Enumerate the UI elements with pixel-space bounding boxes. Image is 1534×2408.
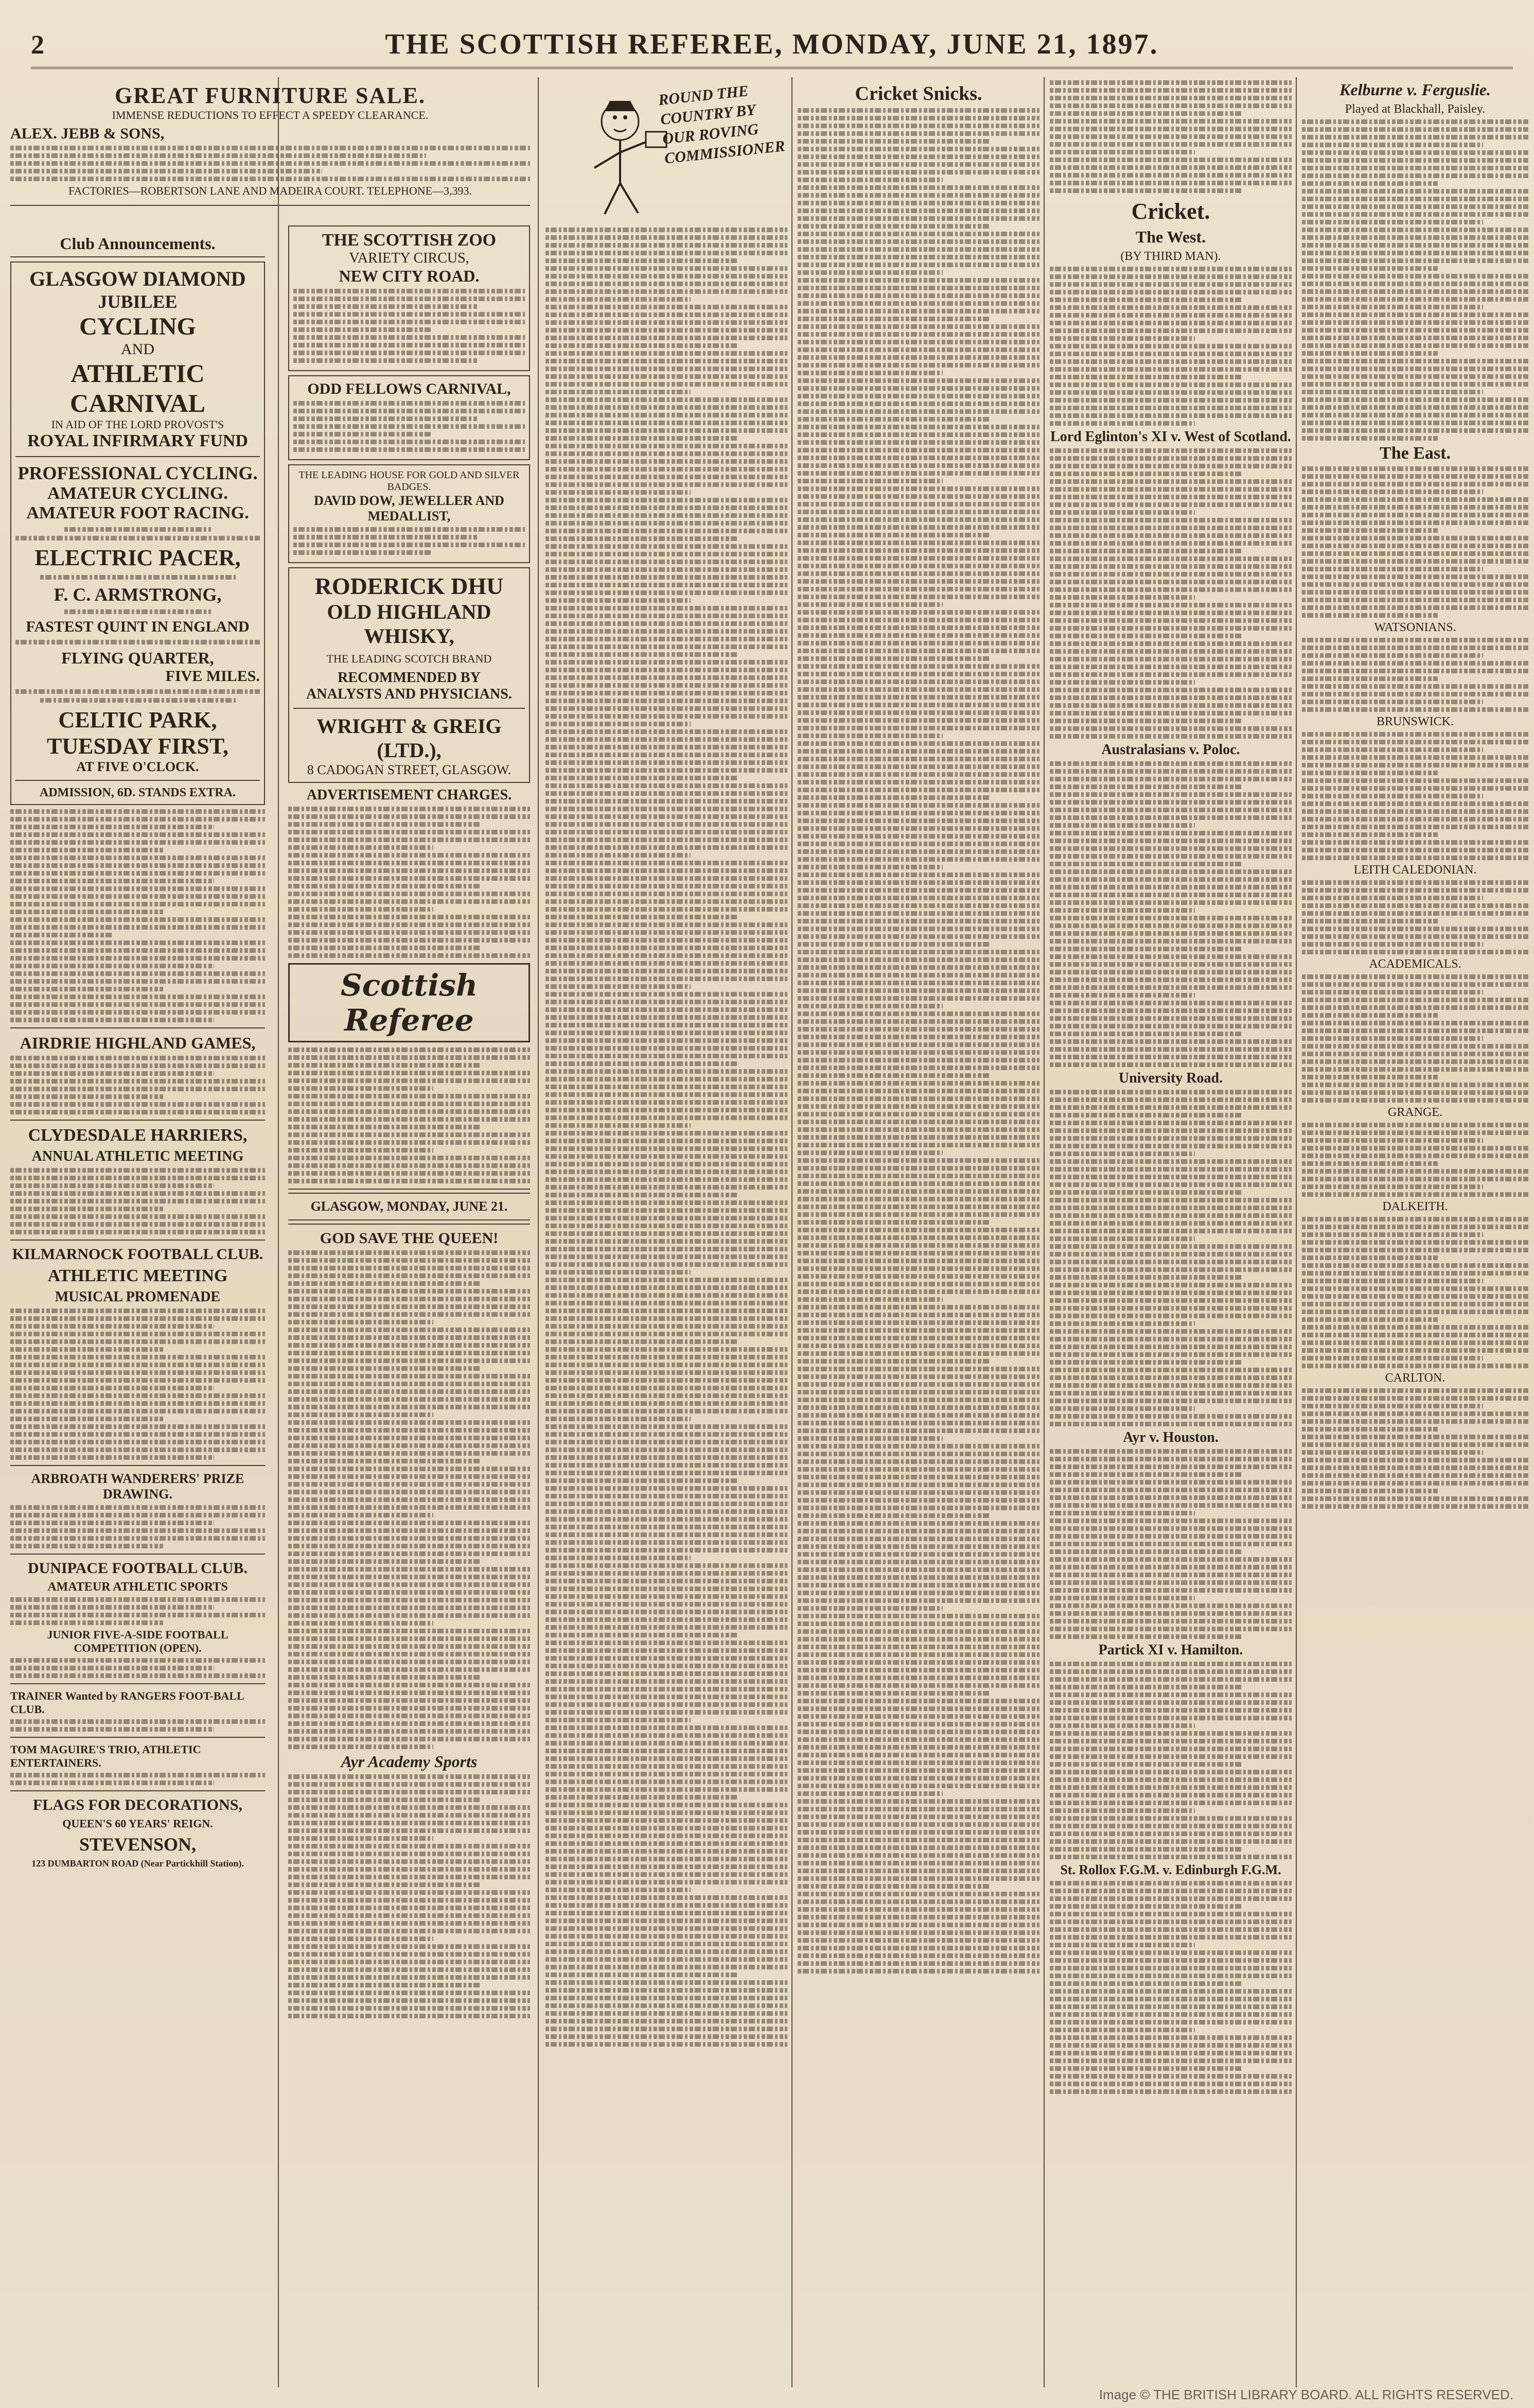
dunipace-sub: AMATEUR ATHLETIC SPORTS [47, 1580, 228, 1594]
column-rule [1296, 77, 1297, 2387]
masthead [31, 21, 1513, 69]
column-4 [798, 77, 1039, 2387]
trainer-ad: TRAINER Wanted by RANGERS FOOT-BALL CLUB. [10, 1689, 244, 1716]
adv-charges: ADVERTISEMENT CHARGES. [306, 787, 512, 803]
badges-ad [288, 464, 530, 563]
partick-heading: Partick XI v. Hamilton. [1098, 1642, 1243, 1658]
dalkeith-heading: DALKEITH. [1382, 1200, 1448, 1213]
annual-meeting: ANNUAL ATHLETIC MEETING [31, 1148, 244, 1164]
oddfellows-ad [288, 375, 530, 460]
watsonians-heading: WATSONIANS. [1374, 621, 1456, 634]
club-announcements-heading: Club Announcements. [10, 234, 265, 257]
carnival-fund: ROYAL INFIRMARY FUND [27, 431, 248, 450]
queens-reign: QUEEN'S 60 YEARS' REIGN. [62, 1817, 213, 1830]
dateline: GLASGOW, MONDAY, JUNE 21. [310, 1199, 508, 1214]
column-rule [538, 77, 539, 2387]
the-east-heading: The East. [1380, 444, 1451, 463]
at-five: AT FIVE O'CLOCK. [76, 759, 199, 774]
flying-quarter: FLYING QUARTER, [61, 649, 214, 667]
carnival-line: GLASGOW DIAMOND [29, 267, 246, 290]
airdrie-heading: AIRDRIE HIGHLAND GAMES, [20, 1034, 256, 1052]
column-2 [288, 221, 530, 2387]
carnival-line: CARNIVAL [69, 389, 205, 417]
stevenson: STEVENSON, [79, 1834, 197, 1855]
stevenson-address: 123 DUMBARTON ROAD (Near Partickhill Station). [31, 1858, 244, 1869]
amateur-foot: AMATEUR FOOT RACING. [26, 503, 249, 522]
tuesday-first: TUESDAY FIRST, [47, 734, 228, 759]
dunipace-heading: DUNIPACE FOOTBALL CLUB. [27, 1560, 248, 1577]
recommended: RECOMMENDED BY [338, 670, 481, 686]
kilmarnock-heading: KILMARNOCK FOOTBALL CLUB. [12, 1246, 263, 1263]
junior-five: JUNIOR FIVE-A-SIDE FOOTBALL COMPETITION (OPEN). [47, 1628, 228, 1654]
tom-maguire: TOM MAGUIRE'S TRIO, ATHLETIC ENTERTAINERS. [10, 1743, 201, 1769]
zoo-city: NEW CITY ROAD. [339, 267, 480, 285]
page-number: 2 [31, 30, 44, 60]
zoo-sub: VARIETY CIRCUS, [349, 250, 469, 266]
flags-heading: FLAGS FOR DECORATIONS, [33, 1796, 242, 1813]
carnival-line: JUBILEE [98, 291, 178, 312]
st-rollox-heading: St. Rollox F.G.M. v. Edinburgh F.G.M. [1060, 1862, 1281, 1877]
wright-address: 8 CADOGAN STREET, GLASGOW. [307, 762, 512, 777]
eglinton-heading: Lord Eglinton's XI v. West of Scotland. [1050, 429, 1291, 445]
byline: (BY THIRD MAN). [1120, 250, 1221, 263]
fastest-quint: FASTEST QUINT IN ENGLAND [26, 618, 250, 635]
carlton-heading: CARLTON. [1385, 1371, 1445, 1385]
ayr-houston-heading: Ayr v. Houston. [1123, 1429, 1219, 1445]
roderick-dhu: RODERICK DHU [314, 573, 504, 599]
column-5 [1050, 77, 1292, 2387]
cricket-heading: Cricket. [1131, 199, 1210, 224]
athletic-meeting: ATHLETIC MEETING [47, 1266, 228, 1285]
ayr-sports-heading: Ayr Academy Sports [341, 1752, 478, 1771]
column-rule [791, 77, 792, 2387]
furniture-ad [10, 77, 530, 206]
the-west-heading: The West. [1135, 228, 1206, 246]
grange-heading: GRANGE. [1388, 1106, 1442, 1119]
column-rule [1044, 77, 1045, 2387]
leith-heading: LEITH CALEDONIAN. [1353, 863, 1477, 877]
column-rule [278, 77, 279, 2387]
furniture-factory: FACTORIES—ROBERTSON LANE AND MADEIRA COURT. TELEPHONE—3,393. [68, 184, 472, 197]
kelburne-heading: Kelburne v. Ferguslie. [1339, 80, 1491, 99]
australasians-heading: Australasians v. Poloc. [1101, 742, 1240, 758]
kelburne-sub: Played at Blackhall, Paisley. [1345, 102, 1486, 116]
carnival-line: AND [121, 341, 154, 358]
carnival-sub: IN AID OF THE LORD PROVOST'S [51, 418, 224, 431]
clydesdale-heading: CLYDESDALE HARRIERS, [28, 1126, 248, 1145]
carnival-line: CYCLING [79, 313, 196, 340]
round-the-country-illustration [574, 80, 786, 224]
david-dow: DAVID DOW, JEWELLER AND MEDALLIST, [314, 493, 504, 524]
carnival-ad [10, 261, 265, 805]
cricket-snicks-heading: Cricket Snicks. [855, 83, 982, 104]
old-highland: OLD HIGHLAND WHISKY, [327, 600, 491, 648]
leading-house: THE LEADING HOUSE FOR GOLD AND SILVER BADGES. [298, 469, 520, 493]
electric-pacer: ELECTRIC PACER, [34, 545, 241, 570]
five-miles: FIVE MILES. [165, 668, 260, 685]
referee-masthead: Scottish Referee [288, 963, 530, 1042]
oddfellows-title: ODD FELLOWS CARNIVAL, [307, 380, 511, 397]
furniture-firm: ALEX. JEBB & SONS, [10, 125, 165, 142]
analysts: ANALYSTS AND PHYSICIANS. [306, 686, 512, 702]
column-6 [1302, 77, 1528, 2387]
carnival-line: ATHLETIC [70, 359, 205, 388]
brunswick-heading: BRUNSWICK. [1376, 715, 1454, 728]
whisky-ad [288, 567, 530, 783]
leading-scotch: THE LEADING SCOTCH BRAND [326, 652, 492, 665]
wright-greig: WRIGHT & GREIG (LTD.), [316, 714, 502, 762]
furniture-sale-sub: IMMENSE REDUCTIONS TO EFFECT A SPEEDY CLEARANCE. [112, 109, 429, 121]
amateur-cycling: AMATEUR CYCLING. [47, 484, 228, 503]
musical-promenade: MUSICAL PROMENADE [55, 1289, 221, 1305]
copyright-watermark: Image © THE BRITISH LIBRARY BOARD. ALL RIGHTS RESERVED. [1099, 2387, 1513, 2402]
celtic-park: CELTIC PARK, [58, 707, 217, 732]
university-road-heading: University Road. [1118, 1070, 1223, 1086]
professional-cycling: PROFESSIONAL CYCLING. [17, 463, 258, 483]
zoo-ad [288, 225, 530, 371]
furniture-sale-title: GREAT FURNITURE SALE. [115, 83, 426, 108]
zoo-title: THE SCOTTISH ZOO [322, 231, 497, 250]
armstrong: F. C. ARMSTRONG, [54, 584, 222, 605]
round-the-country-title: ROUND THE COUNTRY BY OUR ROVING COMMISSIONER [657, 82, 786, 167]
admission: ADMISSION, 6D. STANDS EXTRA. [40, 786, 236, 799]
academicals-heading: ACADEMICALS. [1369, 957, 1461, 971]
arbroath-heading: ARBROATH WANDERERS' PRIZE DRAWING. [31, 1471, 244, 1502]
column-3 [545, 77, 787, 2387]
page-title: THE SCOTTISH REFEREE, MONDAY, JUNE 21, 1897. [385, 28, 1159, 60]
god-save-heading: GOD SAVE THE QUEEN! [320, 1230, 499, 1247]
